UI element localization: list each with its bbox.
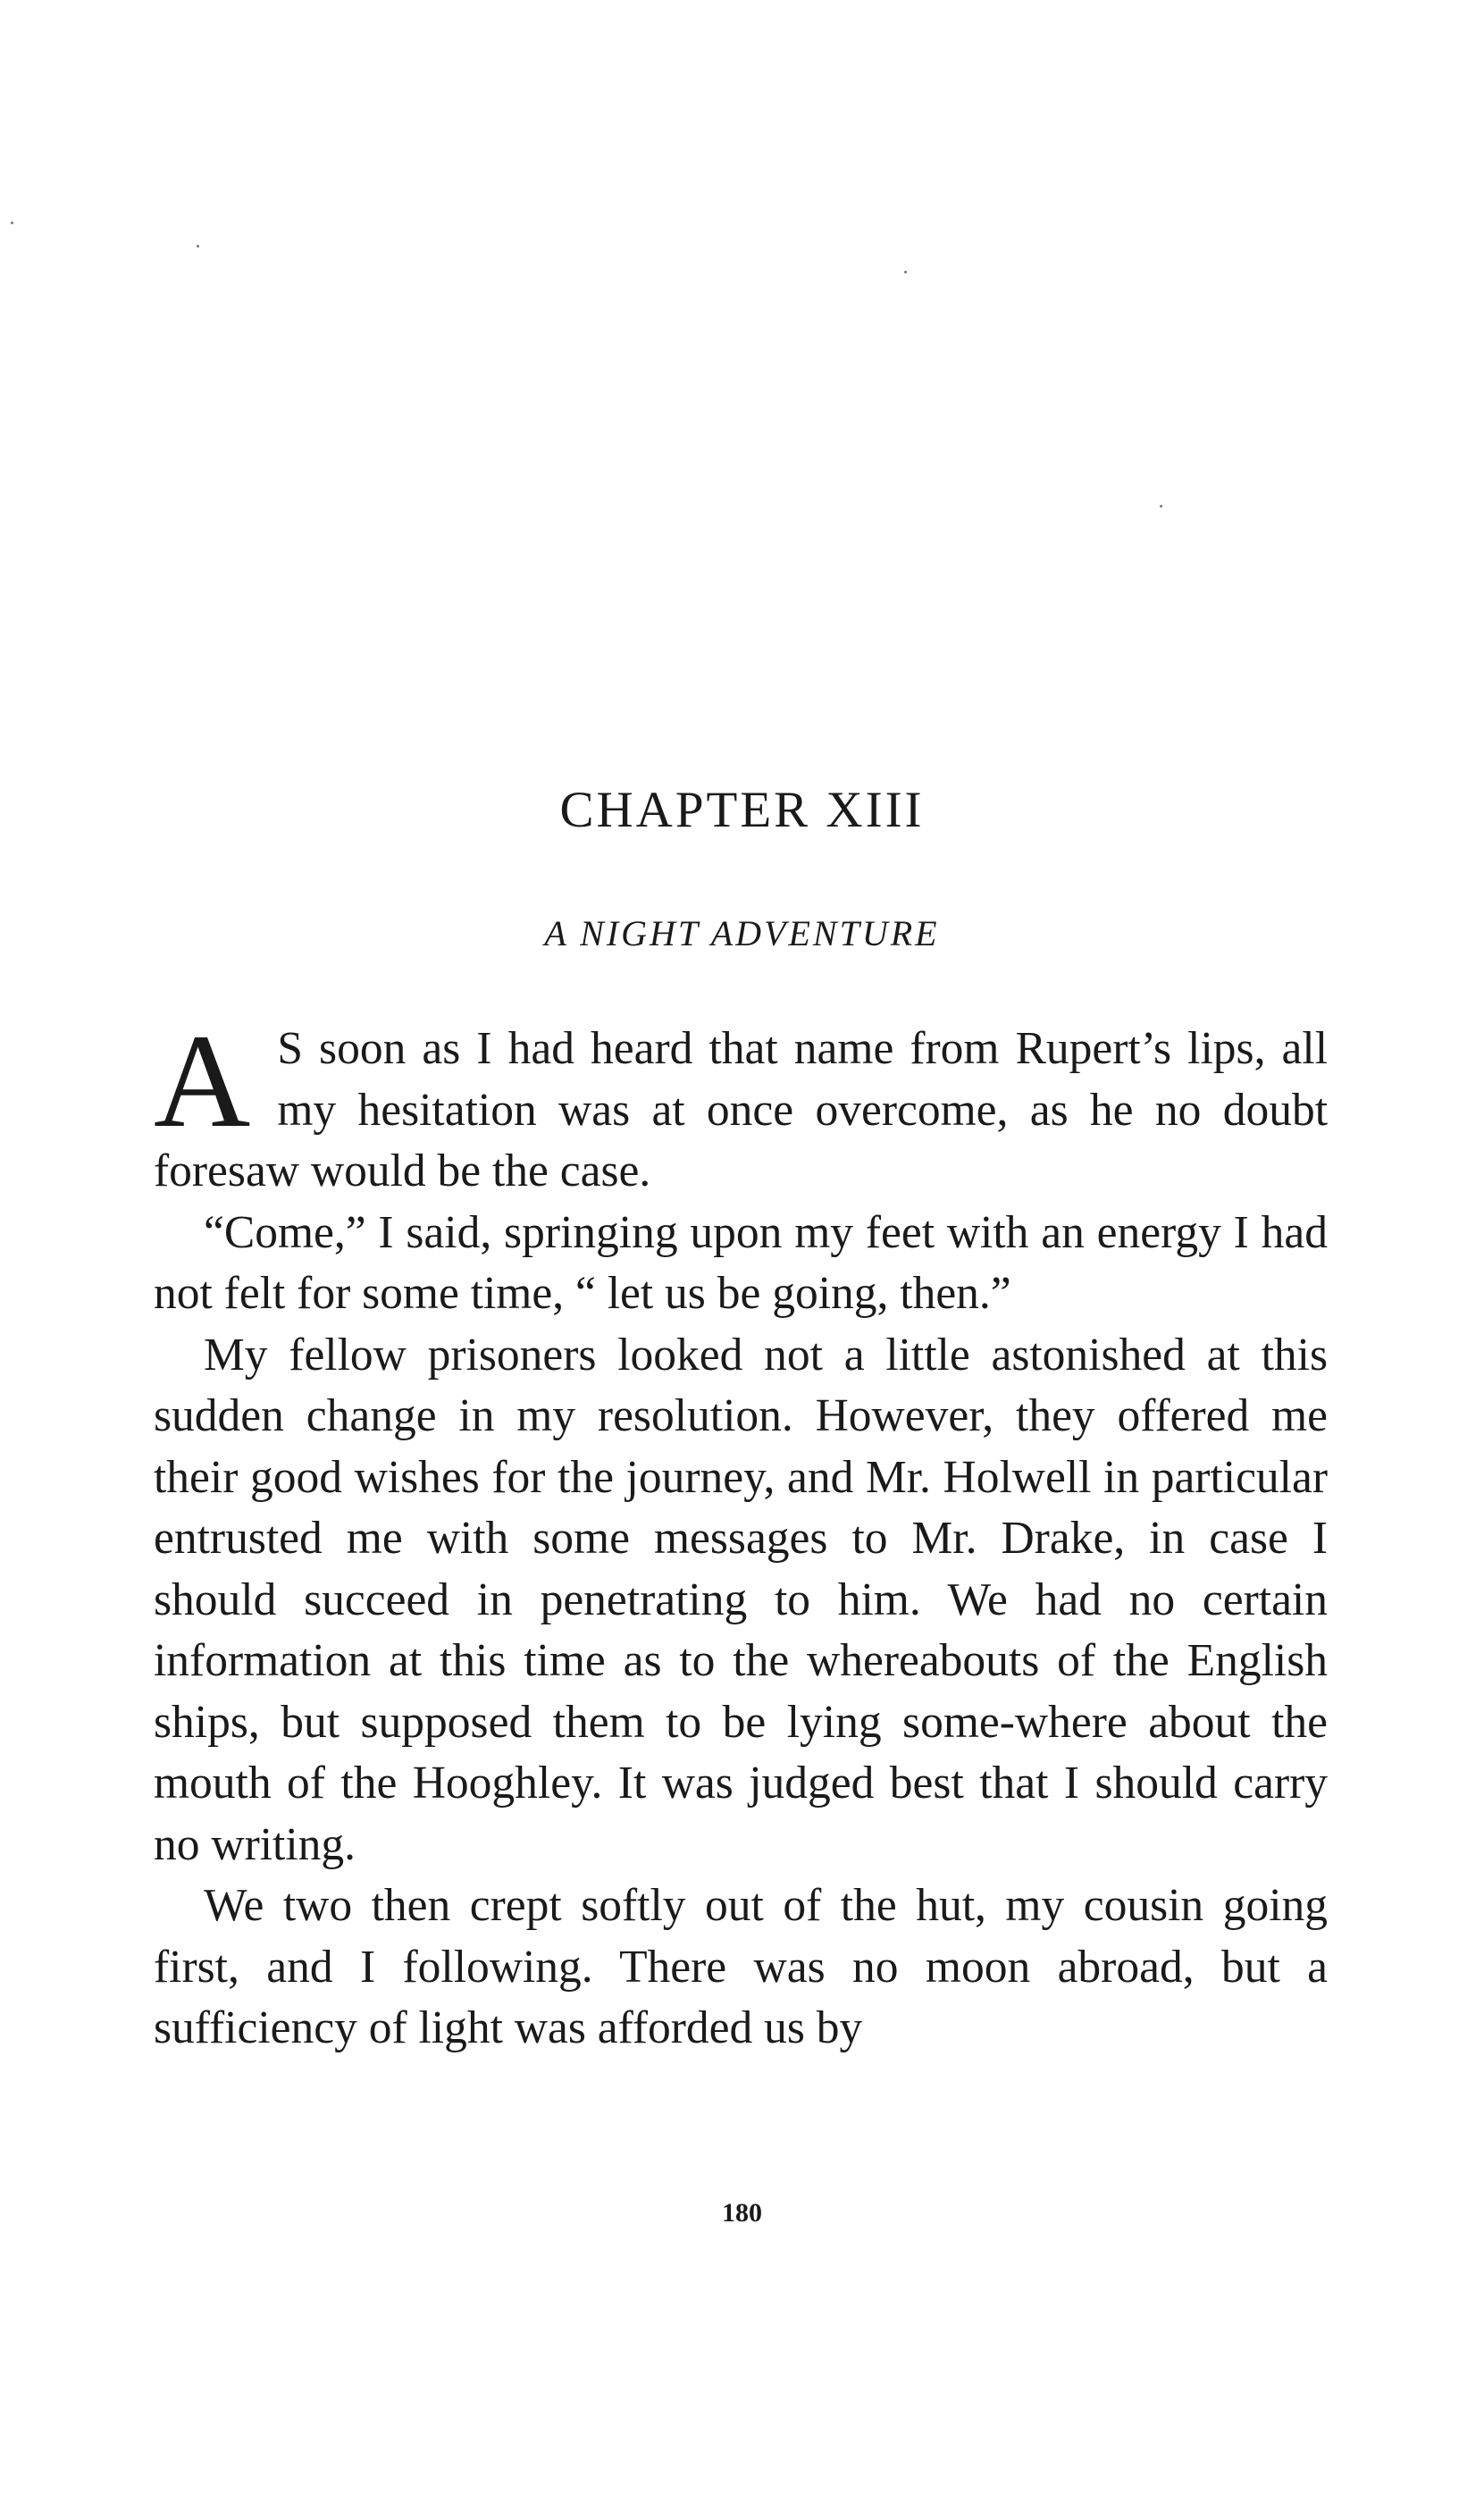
chapter-heading: CHAPTER XIII — [559, 782, 925, 838]
paragraph-1 — [154, 1007, 1328, 1203]
paragraph-3: My fellow prisoners looked not a little astonished at this sudden change in my resolution. However, they offered me their good wishes for the journey, and Mr. Holwell in particular entrusted me with some messages to Mr. Drake, in case I should succeed in penetrating to him. We had no certain information at this time as to the whereabouts of the English ships, but supposed them to be lying some-where about the mouth of the Hooghley. It was judged best that I should carry no writing. — [154, 1329, 1328, 1870]
paragraph-1-text: S soon as I had heard that name from Rupert’s lips, all my hesitation was at once overcome, as he no doubt foresaw would be the case. — [154, 1023, 1328, 1196]
paper-speck — [11, 222, 13, 224]
paper-speck — [904, 271, 907, 273]
body-text — [154, 1007, 1328, 2060]
chapter-subtitle: A NIGHT ADVENTURE — [544, 913, 940, 953]
paragraph-2: “Come,” I said, springing upon my feet with an energy I had not felt for some time, “ let us be going, then.” — [154, 1206, 1328, 1319]
page-number: 180 — [722, 2198, 762, 2228]
drop-cap: A — [154, 1007, 251, 1155]
paper-speck — [197, 245, 199, 248]
paper-speck — [1160, 505, 1162, 508]
paragraph-4: We two then crept softly out of the hut, my cousin going first, and I following. There was no moon abroad, but a sufficiency of light was afforded us by — [154, 1880, 1328, 2053]
